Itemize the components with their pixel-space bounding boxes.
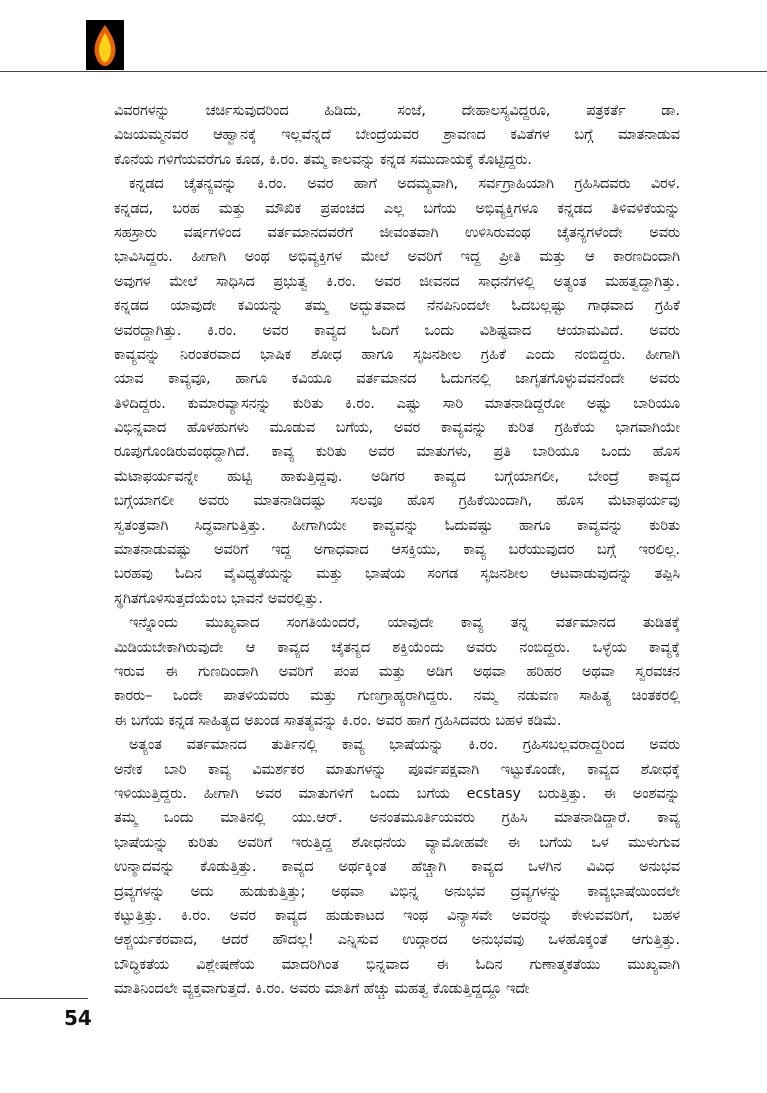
text-line: ಆಶ್ಚರ್ಯಕರವಾದ, ಆದರೆ ಹೌದಲ್ಲ! ಎನ್ನಿಸುವ ಉದ್ಗಾರದ ಅನುಭವವು ಒಳಹೊಕ್ಕಂತೆ ಆಗುತ್ತಿತ್ತು.: [114, 932, 680, 949]
text-line: ಮಿಡಿಯಬೇಕಾಗಿರುವುದೇ ಆ ಕಾವ್ಯದ ಚೈತನ್ಯದ ಶಕ್ತಿಯೆಂದು ಅವರು ನಂಬಿದ್ದರು. ಒಳ್ಳೆಯ ಕಾವ್ಯಕ್ಕೆ: [114, 639, 680, 656]
paragraph: [114, 99, 680, 172]
text-line: ಭಾವಿಸಿದ್ದರು. ಹೀಗಾಗಿ ಅಂಥ ಅಭಿವ್ಯಕ್ತಿಗಳ ಮೇಲೆ ಅವರಿಗೆ ಇದ್ದ ಪ್ರೀತಿ ಮತ್ತು ಆ ಕಾರಣದಿಂದಾಗಿ: [114, 249, 680, 266]
text-line: ಉನ್ಮಾದವನ್ನು ಕೊಡುತ್ತಿತ್ತು. ಕಾವ್ಯದ ಅರ್ಥಕ್ಕಿಂತ ಹೆಚ್ಚಾಗಿ ಕಾವ್ಯದ ಒಳಗಿನ ವಿವಿಧ ಅನುಭವ: [114, 859, 680, 876]
text-line: ಭಾಷೆಯನ್ನು ಕುರಿತು ಅವರಿಗೆ ಇರುತ್ತಿದ್ದ ಶೋಧನೆಯ ವ್ಯಾಮೋಹವೇ ಈ ಬಗೆಯ ಒಳ ಮುಳುಗುವ: [114, 834, 680, 851]
text-line: ಬರಹವು ಓದಿನ ವೈವಿಧ್ಯತೆಯನ್ನು ಮತ್ತು ಭಾಷೆಯ ಸಂಗಡ ಸೃಜನಶೀಲ ಆಟವಾಡುವುದನ್ನು ತಪ್ಪಿಸಿ: [114, 566, 680, 583]
text-line: ಕಟ್ಟುತ್ತಿತ್ತು. ಕಿ.ರಂ. ಅವರ ಕಾವ್ಯದ ಹುಡುಕಾಟದ ಇಂಥ ವಿನ್ಯಾಸವೇ ಅವರನ್ನು ಕೇಳುವವರಿಗೆ, ಬಹಳ: [114, 907, 680, 924]
text-line: ಅನೇಕ ಬಾರಿ ಕಾವ್ಯ ವಿಮರ್ಶಕರ ಮಾತುಗಳನ್ನು ಪೂರ್ವಪಕ್ಷವಾಗಿ ಇಟ್ಟುಕೊಂಡೇ, ಕಾವ್ಯದ ಶೋಧಕ್ಕೆ: [114, 761, 680, 778]
text-line: ಮಾತಿನಿಂದಲೇ ವ್ಯಕ್ತವಾಗುತ್ತದೆ. ಕಿ.ರಂ. ಅವರು ಮಾತಿಗೆ ಹೆಚ್ಚು ಮಹತ್ವ ಕೊಡುತ್ತಿದ್ದದ್ದೂ ಇದೇ: [114, 981, 530, 998]
text-line: ಯಾವ ಕಾವ್ಯವೂ, ಹಾಗೂ ಕವಿಯೂ ವರ್ತಮಾನದ ಓದುಗನಲ್ಲಿ ಜಾಗೃತಗೊಳ್ಳುವವನೆಂದೇ ಅವರು: [114, 371, 680, 388]
text-line: ಈ ಬಗೆಯ ಕನ್ನಡ ಸಾಹಿತ್ಯದ ಅಖಂಡ ಸಾತತ್ಯವನ್ನು ಕಿ.ರಂ. ಅವರ ಹಾಗೆ ಗ್ರಹಿಸಿದವರು ಬಹಳ ಕಡಿಮೆ.: [114, 712, 562, 729]
text-line: ಬಗ್ಗೆಯಾಗಲೀ ಅವರು ಮಾತನಾಡಿದಷ್ಟು ಸಲವೂ ಹೊಸ ಗ್ರಹಿಕೆಯಿಂದಾಗಿ, ಹೊಸ ಮೆಟಾಫರ್ಯವು: [114, 493, 680, 510]
text-line: ವಿಜಯಮ್ಮನವರ ಆಹ್ವಾನಕ್ಕೆ ಇಲ್ಲವೆನ್ನದೆ ಬೇಂದ್ರೆಯವರ ಶ್ರಾವಣದ ಕವಿತೆಗಳ ಬಗ್ಗೆ ಮಾತನಾಡುವ: [114, 127, 680, 144]
text-line: ವಿವರಗಳನ್ನು ಚರ್ಚಿಸುವುದರಿಂದ ಹಿಡಿದು, ಸಂಜೆ, ದೇಹಾಲಸ್ಯವಿದ್ದರೂ, ಪತ್ರಕರ್ತೆ ಡಾ.: [114, 103, 680, 119]
text-line: ದ್ರವ್ಯಗಳನ್ನು ಅದು ಹುಡುಕುತ್ತಿತ್ತು; ಅಥವಾ ವಿಭಿನ್ನ ಅನುಭವ ದ್ರವ್ಯಗಳನ್ನು ಕಾವ್ಯಭಾಷೆಯಿಂದಲೇ: [114, 883, 680, 900]
text-line: ಅತ್ಯಂತ ವರ್ತಮಾನದ ತುರ್ತಿನಲ್ಲಿ ಕಾವ್ಯ ಭಾಷೆಯನ್ನು ಕಿ.ರಂ. ಗ್ರಹಿಸಬಲ್ಲವರಾದ್ದರಿಂದ ಅವರು: [129, 737, 680, 754]
header-divider: [0, 71, 767, 72]
text-line: ಕಾವ್ಯವನ್ನು ನಿರಂತರವಾದ ಭಾಷಿಕ ಶೋಧ ಹಾಗೂ ಸೃಜನಶೀಲ ಗ್ರಹಿಕೆ ಎಂದು ನಂಬಿದ್ದರು. ಹೀಗಾಗಿ: [114, 346, 680, 363]
paragraph: [114, 611, 680, 733]
text-line: ಬೌದ್ಧಿಕತೆಯ ವಿಶ್ಲೇಷಣೆಯ ಮಾದರಿಗಿಂತ ಭಿನ್ನವಾದ ಈ ಓದಿನ ಗುಣಾತ್ಮಕತೆಯು ಮುಖ್ಯವಾಗಿ: [114, 956, 680, 973]
text-line: ತಿಳಿದಿದ್ದರು. ಕುಮಾರವ್ಯಾಸನನ್ನು ಕುರಿತು ಕಿ.ರಂ. ಎಷ್ಟು ಸಾರಿ ಮಾತನಾಡಿದ್ದರೋ ಅಷ್ಟು ಬಾರಿಯೂ: [114, 395, 680, 412]
text-line: ಮೆಟಾಫರ್ಯವನ್ನೇ ಹುಟ್ಟಿ ಹಾಕುತ್ತಿದ್ದವು. ಅಡಿಗರ ಕಾವ್ಯದ ಬಗ್ಗೆಯಾಗಲೀ, ಬೇಂದ್ರೆ ಕಾವ್ಯದ: [114, 468, 680, 485]
text-line: ವಿಭಿನ್ನವಾದ ಹೊಳಹುಗಳು ಮೂಡುವ ಬಗೆಯ, ಅವರ ಕಾವ್ಯವನ್ನು ಕುರಿತ ಗ್ರಹಿಕೆಯ ಭಾಗವಾಗಿಯೇ: [114, 420, 680, 437]
text-line: ಕೊನೆಯ ಗಳಿಗೆಯವರೆಗೂ ಕೂಡ, ಕಿ.ರಂ. ತಮ್ಮ ಕಾಲವನ್ನು ಕನ್ನಡ ಸಮುದಾಯಕ್ಕೆ ಕೊಟ್ಟಿದ್ದರು.: [114, 151, 532, 168]
flame-icon: [86, 20, 124, 70]
text-line: ಅವುಗಳ ಮೇಲೆ ಸಾಧಿಸಿದ ಪ್ರಭುತ್ವ ಕಿ.ರಂ. ಅವರ ಜೀವನದ ಸಾಧನೆಗಳಲ್ಲಿ ಅತ್ಯಂತ ಮಹತ್ವದ್ದಾಗಿತ್ತು.: [114, 273, 680, 290]
text-line: ಇನ್ನೊಂದು ಮುಖ್ಯವಾದ ಸಂಗತಿಯೆಂದರೆ, ಯಾವುದೇ ಕಾವ್ಯ ತನ್ನ ವರ್ತಮಾನದ ತುಡಿತಕ್ಕೆ: [129, 615, 680, 632]
footer-divider: [0, 998, 88, 999]
text-line: ಮಾತನಾಡುವಷ್ಟು ಅವರಿಗೆ ಇದ್ದ ಅಗಾಧವಾದ ಆಸಕ್ತಿಯು, ಕಾವ್ಯ ಬರೆಯುವುದರ ಬಗ್ಗೆ ಇರಲಿಲ್ಲ.: [114, 542, 680, 559]
article-body: [114, 99, 680, 1001]
text-line: ಇರುವ ಈ ಗುಣದಿಂದಾಗಿ ಅವರಿಗೆ ಪಂಪ ಮತ್ತು ಅಡಿಗ ಅಥವಾ ಹರಿಹರ ಅಥವಾ ಸ್ವರವಚನ: [114, 663, 680, 680]
text-line: ಸ್ಥಗಿತಗೊಳಿಸುತ್ತದೆಯೆಂಬ ಭಾವನೆ ಅವರಲ್ಲಿತ್ತು.: [114, 590, 323, 607]
paragraph: [114, 733, 680, 1001]
text-line: ಸಹಸ್ರಾರು ವರ್ಷಗಳಿಂದ ವರ್ತಮಾನದವರೆಗೆ ಜೀವಂತವಾಗಿ ಉಳಿಸಿರುವಂಥ ಚೈತನ್ಯಗಳೆಂದೇ ಅವರು: [114, 224, 680, 241]
text-line: ಇಳಿಯುತ್ತಿದ್ದರು. ಹೀಗಾಗಿ ಅವರ ಮಾತುಗಳಿಗೆ ಒಂದು ಬಗೆಯ ecstasy ಬರುತ್ತಿತ್ತು. ಈ ಅಂಶವನ್ನು: [114, 785, 680, 802]
text-line: ರೂಪುಗೊಂಡಿರುವಂಥದ್ದಾಗಿದೆ. ಕಾವ್ಯ ಕುರಿತು ಅವರ ಮಾತುಗಳು, ಪ್ರತಿ ಬಾರಿಯೂ ಒಂದು ಹೊಸ: [114, 444, 680, 461]
text-line: ಕನ್ನಡದ ಯಾವುದೇ ಕವಿಯನ್ನು ತಮ್ಮ ಅದ್ಭುತವಾದ ನೆನಪಿನಿಂದಲೇ ಓದಬಲ್ಲಷ್ಟು ಗಾಢವಾದ ಗ್ರಹಿಕೆ: [114, 298, 680, 315]
text-line: ಸ್ವತಂತ್ರವಾಗಿ ಸಿದ್ಧವಾಗುತ್ತಿತ್ತು. ಹೀಗಾಗಿಯೇ ಕಾವ್ಯವನ್ನು ಓದುವಷ್ಟು ಹಾಗೂ ಕಾವ್ಯವನ್ನು ಕುರಿತು: [114, 517, 680, 534]
page-number: 54: [64, 1006, 92, 1030]
flame-lamp-icon: [86, 20, 124, 70]
text-line: ಕನ್ನಡದ, ಬರಹ ಮತ್ತು ಮೌಖಿಕ ಪ್ರಪಂಚದ ಎಲ್ಲ ಬಗೆಯ ಅಭಿವ್ಯಕ್ತಿಗಳೂ ಕನ್ನಡದ ತಿಳಿವಳಿಕೆಯನ್ನು: [114, 200, 680, 217]
text-line: ಅವರದ್ದಾಗಿತ್ತು. ಕಿ.ರಂ. ಅವರ ಕಾವ್ಯದ ಓದಿಗೆ ಒಂದು ವಿಶಿಷ್ಟವಾದ ಆಯಾಮವಿದೆ. ಅವರು: [114, 322, 680, 339]
paragraph: [114, 172, 680, 611]
text-line: ಕನ್ನಡದ ಚೈತನ್ಯವನ್ನು ಕಿ.ರಂ. ಅವರ ಹಾಗೆ ಅದಮ್ಯವಾಗಿ, ಸರ್ವಗ್ರಾಹಿಯಾಗಿ ಗ್ರಹಿಸಿದವರು ವಿರಳ.: [129, 176, 680, 193]
text-line: ತಮ್ಮ ಒಂದು ಮಾತಿನಲ್ಲಿ ಯು.ಆರ್. ಅನಂತಮೂರ್ತಿಯವರು ಗ್ರಹಿಸಿ ಮಾತನಾಡಿದ್ದಾರೆ. ಕಾವ್ಯ: [114, 810, 680, 827]
text-line: ಕಾರರು– ಒಂದೇ ಪಾತಳಿಯವರು ಮತ್ತು ಗುಣಗ್ರಾಹ್ಯರಾಗಿದ್ದರು. ನಮ್ಮ ನಡುವಣ ಸಾಹಿತ್ಯ ಚಿಂತಕರಲ್ಲಿ: [114, 688, 680, 705]
